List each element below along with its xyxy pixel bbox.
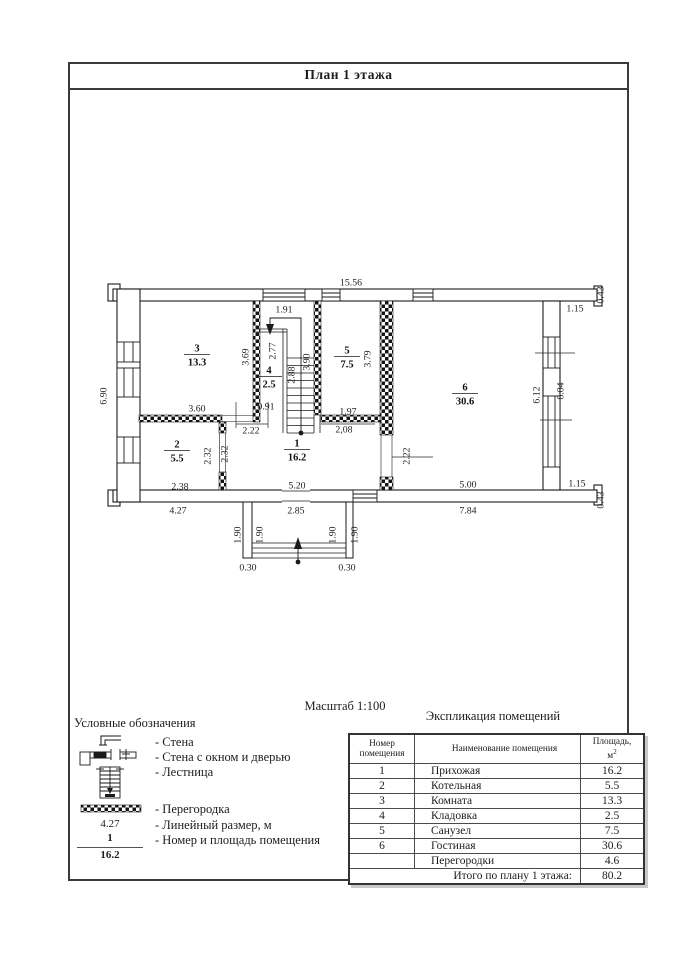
room-area-label: 2.5: [262, 379, 276, 391]
window-icon: [117, 437, 140, 463]
table-row: [349, 809, 644, 824]
cell-room-area: 2.5: [581, 809, 645, 824]
dimension-label: 1.91: [275, 304, 293, 316]
cell-room-number: [349, 854, 415, 869]
legend-item-linear-dimension: - Линейный размер, м: [155, 818, 272, 832]
room-area-sample: 16.2: [100, 849, 120, 861]
room-number-label: 1: [294, 438, 300, 450]
table-row: [349, 854, 644, 869]
table-row: [349, 779, 644, 794]
window-icon: [263, 289, 305, 301]
dimension-label: 2.22: [242, 425, 260, 437]
cell-room-number: 5: [349, 824, 415, 839]
partition-wall: [380, 301, 393, 435]
cell-room-area: 7.5: [581, 824, 645, 839]
dimension-label: 6.04: [555, 382, 567, 400]
table-header-row: [349, 734, 644, 764]
legend-item-wall-window-door: - Стена с окном и дверью: [155, 750, 291, 764]
legend-item-wall: - Стена: [155, 735, 194, 749]
dimension-label: 1.90: [349, 526, 361, 544]
partition-wall: [314, 301, 321, 415]
dimension-label: 1.15: [566, 303, 584, 315]
table-row: [349, 839, 644, 854]
exterior-walls: [108, 284, 602, 506]
dimension-label: 3.69: [240, 348, 252, 366]
explication-title: Экспликация помещений: [425, 709, 561, 723]
header-area-text: Площадь,: [592, 737, 632, 747]
dimension-label: 15.56: [339, 277, 363, 289]
room-number-icon: 1: [107, 832, 113, 844]
window-icon: [413, 289, 433, 301]
total-label: Итого по плану 1 этажа:: [349, 869, 581, 885]
linear-dimension-icon: 4.27: [100, 818, 120, 830]
table-row: [349, 764, 644, 779]
scale-label: Масштаб 1:100: [304, 699, 386, 713]
dimension-label: 0.30: [338, 562, 356, 574]
legend-item-partition: - Перегородка: [155, 802, 230, 816]
cell-room-name: Прихожая: [415, 764, 581, 779]
partition-icon: [80, 804, 142, 813]
page-title: План 1 этажа: [68, 62, 629, 90]
legend-item-stairs: - Лестница: [155, 765, 214, 779]
explication-table: [348, 733, 645, 885]
dimension-label: 5.00: [459, 479, 477, 491]
dimension-label: 1.15: [568, 478, 586, 490]
cell-room-name: Комната: [415, 794, 581, 809]
room-area-label: 7.5: [340, 359, 354, 371]
room-area-label: 16.2: [287, 452, 307, 464]
dimension-label: 3.60: [188, 403, 206, 415]
dimension-label: 1.97: [339, 406, 357, 418]
dimension-label: 2.22: [401, 447, 413, 465]
table-total-row: [349, 869, 644, 885]
room-area-label: 13.3: [187, 357, 207, 369]
cell-room-number: 2: [349, 779, 415, 794]
dimension-label: 4.27: [169, 505, 187, 517]
window-icon: [322, 289, 340, 301]
cell-room-name: Санузел: [415, 824, 581, 839]
legend-item-room-number: - Номер и площадь помещения: [155, 833, 320, 847]
partition-wall: [139, 415, 222, 422]
room-area-label: 5.5: [170, 453, 184, 465]
room-area-label: 30.6: [455, 396, 475, 408]
dimension-label: 3.90: [301, 353, 313, 371]
table-row: [349, 824, 644, 839]
cell-room-name: Котельная: [415, 779, 581, 794]
legend-heading: Условные обозначения: [74, 716, 196, 730]
dimension-label: 2.32: [202, 447, 214, 465]
dimension-label: 2.85: [287, 505, 305, 517]
dimension-label: 3.79: [362, 350, 374, 368]
dimension-label: 7.84: [459, 505, 477, 517]
window-icon: [117, 342, 140, 362]
cell-room-name: Перегородки: [415, 854, 581, 869]
cell-room-area: 5.5: [581, 779, 645, 794]
room-number-label: 2: [174, 439, 180, 451]
cell-room-number: 1: [349, 764, 415, 779]
header-room-area: [581, 734, 645, 764]
dimension-label: 2.38: [171, 481, 189, 493]
dimension-label: 6.90: [98, 387, 110, 405]
table-row: [349, 794, 644, 809]
room-number-label: 6: [462, 382, 468, 394]
dimension-label: 2.77: [267, 342, 279, 360]
cell-room-area: 13.3: [581, 794, 645, 809]
header-area-unit: м: [607, 750, 614, 761]
dimension-label: 0.43: [595, 491, 607, 509]
cell-room-name: Гостиная: [415, 839, 581, 854]
cell-room-area: 4.6: [581, 854, 645, 869]
dimension-label: 5.20: [288, 480, 306, 492]
dimension-label: 2.88: [286, 366, 298, 384]
partition-wall: [219, 472, 226, 490]
dimension-label: 0.91: [257, 401, 275, 413]
wall-icon: [99, 734, 123, 746]
partition-wall: [219, 422, 226, 433]
header-room-number: Номер помещения: [349, 734, 415, 764]
cell-room-area: 30.6: [581, 839, 645, 854]
stair-direction-arrow-icon: [266, 324, 274, 335]
dimension-label: 2.32: [219, 445, 231, 463]
dimension-label: 2,08: [335, 424, 353, 436]
top-wall: [113, 289, 597, 301]
cell-room-number: 6: [349, 839, 415, 854]
dimension-label: 1.90: [254, 526, 266, 544]
dimension-labels: [99, 278, 607, 574]
room-number-label: 5: [344, 345, 350, 357]
dimension-label: 0.30: [239, 562, 257, 574]
windows: [117, 289, 560, 502]
window-icon: [543, 396, 560, 467]
cell-room-area: 16.2: [581, 764, 645, 779]
window-icon: [353, 490, 377, 502]
dimension-label: 6.12: [531, 386, 543, 404]
window-icon: [543, 337, 560, 368]
window-icon: [117, 368, 140, 397]
stairs-icon: [96, 764, 124, 802]
dimension-label: 1.90: [232, 526, 244, 544]
partition-wall: [380, 477, 393, 490]
header-room-name: Наименование помещения: [415, 734, 581, 764]
room-number-divider: [77, 847, 143, 848]
header-area-sup: 2: [613, 747, 617, 756]
room-number-label: 4: [266, 365, 272, 377]
dimension-label: 1.90: [327, 526, 339, 544]
room-number-label: 3: [194, 343, 200, 355]
cell-room-number: 3: [349, 794, 415, 809]
total-value: 80.2: [581, 869, 645, 885]
cell-room-name: Кладовка: [415, 809, 581, 824]
cell-room-number: 4: [349, 809, 415, 824]
dimension-label: 0.43: [595, 286, 607, 304]
